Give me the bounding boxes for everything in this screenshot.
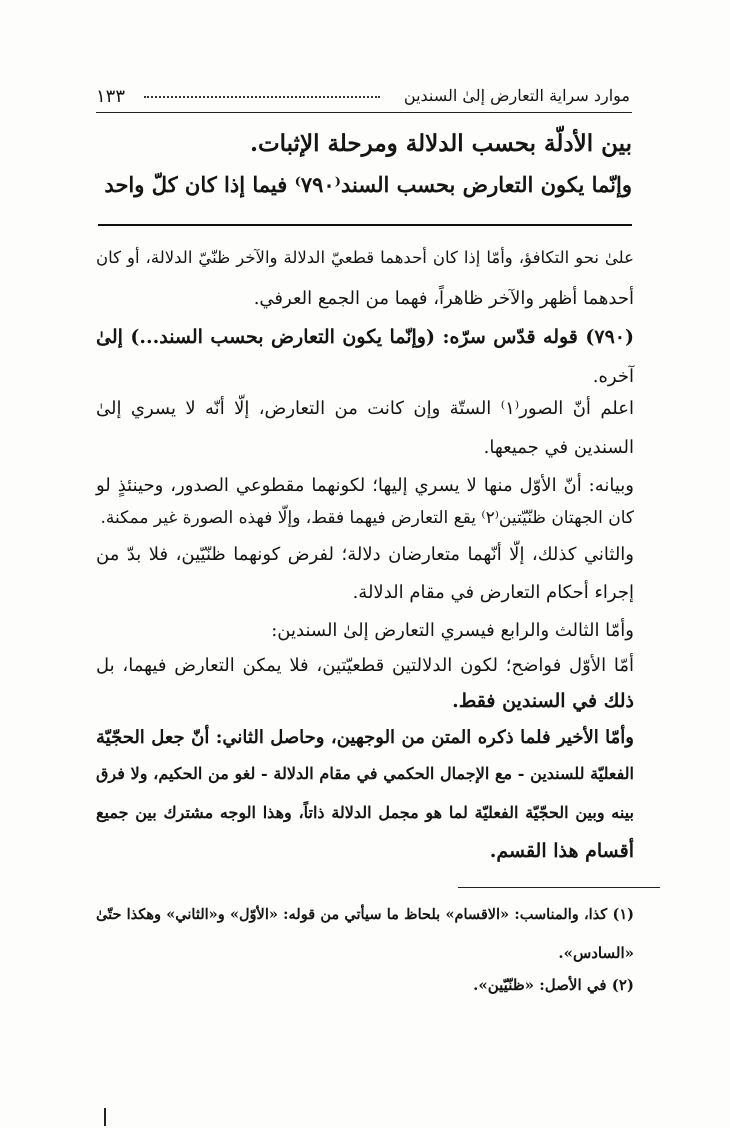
main-text-line: وإنّما يكون التعارض بحسب السند⁽٧٩٠⁾ فيما إذا كان كلّ واحد: [104, 172, 632, 197]
commentary-separator: [98, 224, 632, 226]
commentary-line: وأمّا الأخير فلما ذكره المتن من الوجهين، وحاصل الثاني: أنّ جعل الحجّيّة: [96, 727, 634, 748]
commentary-line: علىٰ نحو التكافؤ، وأمّا إذا كان أحدهما قطعيّ الدلالة والآخر ظنّيّ الدلالة، أو كان: [96, 248, 634, 267]
header-rule: [96, 112, 632, 113]
main-text-line: بين الأدلّة بحسب الدلالة ومرحلة الإثبات.: [249, 130, 632, 157]
commentary-line: أمّا الأوّل فواضح؛ لكون الدلالتين قطعيّتين، فلا يمكن التعارض فيهما، بل: [96, 655, 634, 676]
commentary-line: الفعليّة للسندين - مع الإجمال الحكمي في مقام الدلالة - لغو من الحكيم، ولا فرق: [96, 764, 634, 783]
footnote-line: «السادس».: [558, 944, 634, 962]
commentary-line: وأمّا الثالث والرابع فيسري التعارض إلىٰ السندين:: [271, 620, 634, 641]
commentary-line: والثاني كذلك، إلّا أنّهما متعارضان دلالة؛ لفرض كونهما ظنّيّين، فلا بدّ من: [96, 544, 634, 565]
commentary-line: وبيانه: أنّ الأوّل منها لا يسري إليها؛ لكونهما مقطوعي الصدور، وحينئذٍ لو: [96, 475, 634, 496]
commentary-line: بينه وبين الحجّيّة الفعليّة لما هو مجمل الدلالة ذاتاً، وهذا الوجه مشترك بين جميع: [96, 803, 634, 822]
page-number: ١٣٣: [96, 86, 126, 107]
commentary-line: آخره.: [592, 366, 634, 387]
commentary-line: (٧٩٠) قوله قدّس سرّه: (وإنّما يكون التعارض بحسب السند...) إلىٰ: [96, 326, 634, 348]
commentary-line: أحدهما أظهر والآخر ظاهراً، فهما من الجمع العرفي.: [253, 288, 634, 309]
running-title: موارد سراية التعارض إلىٰ السندين: [403, 86, 630, 105]
running-header: [96, 86, 630, 112]
margin-mark: [104, 1108, 106, 1126]
commentary-line: كان الجهتان ظنّيّتين⁽٢⁾ يقع التعارض فيهما فقط، وإلّا فهذه الصورة غير ممكنة.: [100, 508, 634, 528]
commentary-line: ذلك في السندين فقط.: [452, 690, 634, 712]
commentary-line: إجراء أحكام التعارض في مقام الدلالة.: [352, 582, 634, 603]
commentary-line: السندين في جميعها.: [483, 437, 634, 458]
footnote-line: (٢) في الأصل: «ظنّيّين».: [473, 976, 634, 994]
footnote-rule: [458, 887, 660, 888]
dot-leader: [144, 96, 380, 98]
footnote-line: (١) كذا، والمناسب: «الاقسام» بلحاظ ما سيأتي من قوله: «الأوّل» و«الثاني» وهكذا حتّىٰ: [96, 906, 634, 923]
commentary-line: أقسام هذا القسم.: [489, 840, 634, 862]
commentary-line: اعلم أنّ الصور⁽١⁾ الستّة وإن كانت من التعارض، إلّا أنّه لا يسري إلىٰ: [96, 398, 634, 419]
